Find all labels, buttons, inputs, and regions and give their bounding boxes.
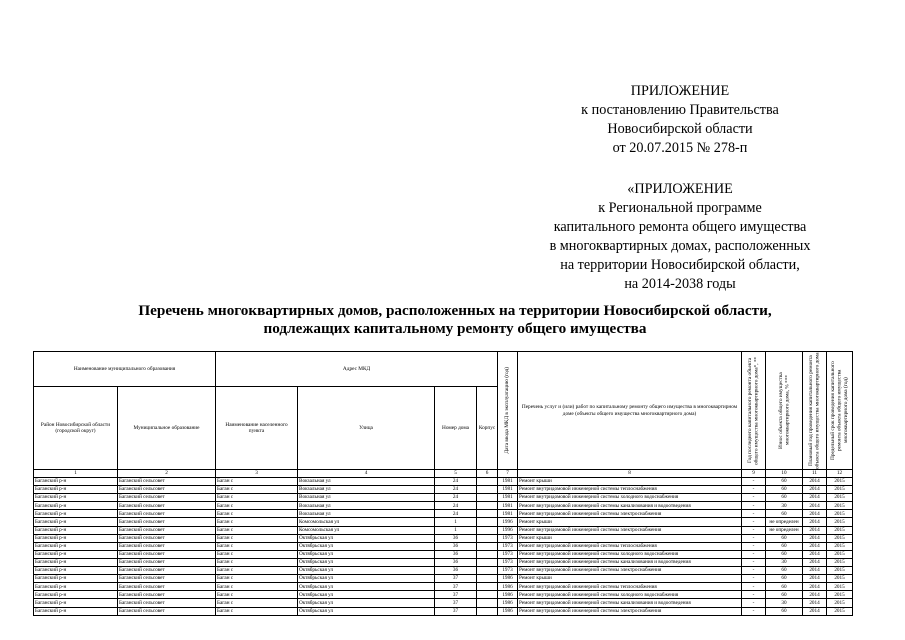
cell-house: 1 — [435, 518, 477, 526]
cell-settlement: Баган с — [216, 486, 298, 494]
cell-district: Баганский р-н — [34, 494, 118, 502]
cell-plan-year: 2014 — [803, 534, 827, 542]
column-number: 1 — [34, 470, 118, 478]
cell-wear: не определен — [766, 526, 803, 534]
header-mo: Муниципальное образование — [118, 387, 216, 470]
cell-house: 24 — [435, 494, 477, 502]
program-appendix-line: в многоквартирных домах, расположенных — [549, 238, 811, 254]
cell-house: 36 — [435, 542, 477, 550]
cell-plan-year: 2014 — [803, 575, 827, 583]
cell-deadline: 2015 — [827, 478, 853, 486]
cell-street: Вокзальная ул — [298, 486, 435, 494]
cell-last-repair: - — [742, 478, 766, 486]
cell-korpus — [477, 542, 498, 550]
table-row — [34, 567, 853, 575]
cell-service: Ремонт внутридомовой инженерной системы теплоснабжения — [518, 583, 742, 591]
cell-deadline: 2015 — [827, 558, 853, 566]
cell-service: Ремонт внутридомовой инженерной системы канализования и водоотведения — [518, 558, 742, 566]
cell-municipality: Баганский сельсовет — [118, 494, 216, 502]
cell-house: 37 — [435, 599, 477, 607]
cell-service: Ремонт крыши — [518, 478, 742, 486]
cell-last-repair: - — [742, 526, 766, 534]
cell-house: 37 — [435, 575, 477, 583]
program-appendix-line: на территории Новосибирской области, — [560, 257, 800, 273]
cell-plan-year: 2014 — [803, 583, 827, 591]
cell-last-repair: - — [742, 510, 766, 518]
cell-plan-year: 2014 — [803, 526, 827, 534]
cell-service: Ремонт внутридомовой инженерной системы холодного водоснабжения — [518, 494, 742, 502]
column-numbers-row — [34, 470, 853, 478]
cell-korpus — [477, 550, 498, 558]
cell-wear: 30 — [766, 599, 803, 607]
cell-plan-year: 2014 — [803, 599, 827, 607]
appendix-line: к постановлению Правительства — [581, 102, 779, 118]
cell-house: 24 — [435, 510, 477, 518]
header-settlement: Наименование населенного пункта — [216, 387, 298, 470]
cell-street: Октябрьская ул — [298, 607, 435, 615]
cell-korpus — [477, 558, 498, 566]
table-row — [34, 583, 853, 591]
cell-service: Ремонт внутридомовой инженерной системы электроснабжения — [518, 607, 742, 615]
document-title — [60, 302, 850, 338]
cell-korpus — [477, 526, 498, 534]
cell-settlement: Баган с — [216, 478, 298, 486]
cell-settlement: Баган с — [216, 583, 298, 591]
cell-settlement: Баган с — [216, 542, 298, 550]
column-number: 2 — [118, 470, 216, 478]
cell-house: 37 — [435, 607, 477, 615]
column-number: 6 — [477, 470, 498, 478]
cell-house: 36 — [435, 567, 477, 575]
header-street: Улица — [298, 387, 435, 470]
cell-district: Баганский р-н — [34, 583, 118, 591]
cell-plan-year: 2014 — [803, 518, 827, 526]
cell-wear: 60 — [766, 567, 803, 575]
cell-deadline: 2015 — [827, 486, 853, 494]
cell-district: Баганский р-н — [34, 542, 118, 550]
header-year-text: Дата ввода МКД в эксплуатацию (год) — [504, 367, 511, 454]
table-row — [34, 550, 853, 558]
table-row — [34, 575, 853, 583]
header-address-group: Адрес МКД — [216, 352, 498, 387]
cell-district: Баганский р-н — [34, 526, 118, 534]
cell-municipality: Баганский сельсовет — [118, 591, 216, 599]
header-house: Номер дома — [435, 387, 477, 470]
cell-korpus — [477, 518, 498, 526]
cell-municipality: Баганский сельсовет — [118, 599, 216, 607]
cell-district: Баганский р-н — [34, 575, 118, 583]
cell-street: Октябрьская ул — [298, 599, 435, 607]
cell-street: Вокзальная ул — [298, 478, 435, 486]
cell-year: 1986 — [498, 583, 518, 591]
appendix-line: Новосибирской области — [607, 121, 753, 137]
cell-settlement: Баган с — [216, 550, 298, 558]
cell-district: Баганский р-н — [34, 591, 118, 599]
table-row — [34, 558, 853, 566]
cell-deadline: 2015 — [827, 607, 853, 615]
cell-street: Октябрьская ул — [298, 567, 435, 575]
cell-deadline: 2015 — [827, 518, 853, 526]
cell-year: 1986 — [498, 599, 518, 607]
cell-korpus — [477, 478, 498, 486]
header-last-repair-text: Год последнего капитального ремонта объекта общего имущества многоквартирного дома*, ** — [747, 356, 760, 465]
cell-settlement: Баган с — [216, 526, 298, 534]
cell-deadline: 2015 — [827, 542, 853, 550]
cell-settlement: Баган с — [216, 607, 298, 615]
cell-service: Ремонт внутридомовой инженерной системы электроснабжения — [518, 510, 742, 518]
cell-plan-year: 2014 — [803, 607, 827, 615]
cell-street: Октябрьская ул — [298, 542, 435, 550]
cell-wear: 60 — [766, 575, 803, 583]
appendix-line: ПРИЛОЖЕНИЕ — [630, 83, 730, 99]
cell-korpus — [477, 502, 498, 510]
cell-korpus — [477, 575, 498, 583]
cell-service: Ремонт внутридомовой инженерной системы теплоснабжения — [518, 542, 742, 550]
cell-municipality: Баганский сельсовет — [118, 526, 216, 534]
cell-year: 1986 — [498, 575, 518, 583]
cell-plan-year: 2014 — [803, 558, 827, 566]
header-services: Перечень услуг и (или) работ по капитальному ремонту общего имущества в многоквартирном доме (объекты общего имущества многоквартирного дома) — [518, 352, 742, 470]
cell-year: 1973 — [498, 542, 518, 550]
cell-year: 1996 — [498, 526, 518, 534]
cell-service: Ремонт внутридомовой инженерной системы электроснабжения — [518, 526, 742, 534]
cell-house: 36 — [435, 534, 477, 542]
cell-last-repair: - — [742, 583, 766, 591]
cell-street: Октябрьская ул — [298, 591, 435, 599]
table-row — [34, 542, 853, 550]
header-korpus: Корпус — [477, 387, 498, 470]
cell-plan-year: 2014 — [803, 486, 827, 494]
cell-wear: 60 — [766, 510, 803, 518]
cell-house: 1 — [435, 526, 477, 534]
cell-last-repair: - — [742, 534, 766, 542]
cell-plan-year: 2014 — [803, 542, 827, 550]
cell-wear: 60 — [766, 550, 803, 558]
cell-wear: 60 — [766, 478, 803, 486]
cell-last-repair: - — [742, 599, 766, 607]
program-appendix-line: капитального ремонта общего имущества — [553, 219, 807, 235]
cell-settlement: Баган с — [216, 510, 298, 518]
title-line-1: Перечень многоквартирных домов, расположенных на территории Новосибирской области, — [138, 302, 772, 319]
cell-street: Комсомольская ул — [298, 518, 435, 526]
column-number: 5 — [435, 470, 477, 478]
cell-year: 1981 — [498, 502, 518, 510]
cell-municipality: Баганский сельсовет — [118, 550, 216, 558]
cell-district: Баганский р-н — [34, 567, 118, 575]
cell-korpus — [477, 599, 498, 607]
cell-street: Октябрьская ул — [298, 550, 435, 558]
cell-wear: 60 — [766, 583, 803, 591]
header-wear-text: Износ объекта общего имущества многоквартирного дома, % *** — [777, 372, 791, 449]
cell-municipality: Баганский сельсовет — [118, 510, 216, 518]
cell-district: Баганский р-н — [34, 550, 118, 558]
cell-district: Баганский р-н — [34, 510, 118, 518]
cell-municipality: Баганский сельсовет — [118, 607, 216, 615]
cell-street: Октябрьская ул — [298, 575, 435, 583]
table-body — [34, 478, 853, 616]
cell-wear: 60 — [766, 494, 803, 502]
cell-korpus — [477, 567, 498, 575]
table-row — [34, 599, 853, 607]
cell-deadline: 2015 — [827, 510, 853, 518]
cell-deadline: 2015 — [827, 583, 853, 591]
header-wear — [766, 352, 803, 470]
cell-plan-year: 2014 — [803, 550, 827, 558]
cell-municipality: Баганский сельсовет — [118, 558, 216, 566]
cell-last-repair: - — [742, 550, 766, 558]
table-row — [34, 518, 853, 526]
cell-year: 1973 — [498, 558, 518, 566]
cell-street: Октябрьская ул — [298, 558, 435, 566]
cell-deadline: 2015 — [827, 534, 853, 542]
cell-year: 1996 — [498, 518, 518, 526]
cell-settlement: Баган с — [216, 518, 298, 526]
cell-wear: 60 — [766, 542, 803, 550]
column-number: 8 — [518, 470, 742, 478]
cell-service: Ремонт внутридомовой инженерной системы канализования и водоотведения — [518, 502, 742, 510]
column-number: 11 — [803, 470, 827, 478]
cell-district: Баганский р-н — [34, 558, 118, 566]
cell-korpus — [477, 607, 498, 615]
cell-municipality: Баганский сельсовет — [118, 486, 216, 494]
cell-korpus — [477, 534, 498, 542]
cell-last-repair: - — [742, 486, 766, 494]
cell-municipality: Баганский сельсовет — [118, 518, 216, 526]
program-appendix-block — [520, 180, 840, 294]
cell-municipality: Баганский сельсовет — [118, 478, 216, 486]
column-number: 10 — [766, 470, 803, 478]
table-row — [34, 526, 853, 534]
table-row — [34, 510, 853, 518]
cell-district: Баганский р-н — [34, 607, 118, 615]
cell-street: Октябрьская ул — [298, 583, 435, 591]
cell-deadline: 2015 — [827, 502, 853, 510]
cell-deadline: 2015 — [827, 591, 853, 599]
header-plan-year — [803, 352, 827, 470]
cell-year: 1973 — [498, 550, 518, 558]
cell-municipality: Баганский сельсовет — [118, 575, 216, 583]
cell-settlement: Баган с — [216, 502, 298, 510]
cell-service: Ремонт внутридомовой инженерной системы теплоснабжения — [518, 486, 742, 494]
cell-plan-year: 2014 — [803, 478, 827, 486]
cell-service: Ремонт крыши — [518, 518, 742, 526]
cell-house: 36 — [435, 558, 477, 566]
column-number: 4 — [298, 470, 435, 478]
column-number: 12 — [827, 470, 853, 478]
cell-wear: 60 — [766, 534, 803, 542]
cell-year: 1973 — [498, 567, 518, 575]
cell-year: 1981 — [498, 478, 518, 486]
cell-last-repair: - — [742, 518, 766, 526]
cell-year: 1981 — [498, 486, 518, 494]
cell-service: Ремонт внутридомовой инженерной системы холодного водоснабжения — [518, 550, 742, 558]
cell-service: Ремонт крыши — [518, 575, 742, 583]
cell-wear: 30 — [766, 502, 803, 510]
cell-wear: 60 — [766, 607, 803, 615]
cell-korpus — [477, 510, 498, 518]
cell-street: Вокзальная ул — [298, 494, 435, 502]
program-appendix-line: к Региональной программе — [598, 200, 762, 216]
cell-last-repair: - — [742, 591, 766, 599]
header-plan-year-text: Плановый год проведения капитального ремонта объекта общего имущества многоквартирного дома — [808, 352, 821, 469]
cell-deadline: 2015 — [827, 599, 853, 607]
program-appendix-line: на 2014-2038 годы — [624, 276, 736, 292]
cell-settlement: Баган с — [216, 591, 298, 599]
cell-wear: 60 — [766, 591, 803, 599]
cell-district: Баганский р-н — [34, 534, 118, 542]
cell-house: 36 — [435, 550, 477, 558]
cell-settlement: Баган с — [216, 599, 298, 607]
cell-last-repair: - — [742, 542, 766, 550]
cell-street: Вокзальная ул — [298, 502, 435, 510]
cell-district: Баганский р-н — [34, 486, 118, 494]
cell-municipality: Баганский сельсовет — [118, 567, 216, 575]
cell-last-repair: - — [742, 607, 766, 615]
program-appendix-line: «ПРИЛОЖЕНИЕ — [627, 181, 733, 197]
cell-year: 1973 — [498, 534, 518, 542]
column-number: 3 — [216, 470, 298, 478]
cell-wear: 30 — [766, 558, 803, 566]
cell-service: Ремонт внутридомовой инженерной системы электроснабжения — [518, 567, 742, 575]
cell-korpus — [477, 591, 498, 599]
cell-service: Ремонт крыши — [518, 534, 742, 542]
cell-house: 24 — [435, 502, 477, 510]
cell-district: Баганский р-н — [34, 478, 118, 486]
table-row — [34, 494, 853, 502]
cell-wear: не определен — [766, 518, 803, 526]
cell-plan-year: 2014 — [803, 510, 827, 518]
header-district: Район Новосибирской области (городской округ) — [34, 387, 118, 470]
cell-street: Комсомольская ул — [298, 526, 435, 534]
cell-korpus — [477, 583, 498, 591]
cell-district: Баганский р-н — [34, 518, 118, 526]
table-row — [34, 502, 853, 510]
cell-plan-year: 2014 — [803, 494, 827, 502]
column-number: 7 — [498, 470, 518, 478]
table-row — [34, 486, 853, 494]
cell-house: 37 — [435, 583, 477, 591]
cell-house: 37 — [435, 591, 477, 599]
table-row — [34, 607, 853, 615]
cell-plan-year: 2014 — [803, 591, 827, 599]
header-municipality-group: Наименование муниципального образования — [34, 352, 216, 387]
cell-street: Вокзальная ул — [298, 510, 435, 518]
table-row — [34, 591, 853, 599]
cell-plan-year: 2014 — [803, 567, 827, 575]
buildings-table — [33, 351, 853, 616]
appendix-block — [560, 82, 800, 158]
column-number: 9 — [742, 470, 766, 478]
cell-deadline: 2015 — [827, 567, 853, 575]
header-last-repair — [742, 352, 766, 470]
cell-korpus — [477, 494, 498, 502]
cell-deadline: 2015 — [827, 575, 853, 583]
cell-house: 24 — [435, 478, 477, 486]
cell-municipality: Баганский сельсовет — [118, 583, 216, 591]
cell-last-repair: - — [742, 502, 766, 510]
cell-service: Ремонт внутридомовой инженерной системы канализования и водоотведения — [518, 599, 742, 607]
cell-year: 1986 — [498, 591, 518, 599]
cell-deadline: 2015 — [827, 550, 853, 558]
cell-settlement: Баган с — [216, 575, 298, 583]
header-deadline — [827, 352, 853, 470]
cell-service: Ремонт внутридомовой инженерной системы холодного водоснабжения — [518, 591, 742, 599]
cell-plan-year: 2014 — [803, 502, 827, 510]
table-row — [34, 478, 853, 486]
cell-street: Октябрьская ул — [298, 534, 435, 542]
header-year — [498, 352, 518, 470]
cell-settlement: Баган с — [216, 534, 298, 542]
cell-last-repair: - — [742, 575, 766, 583]
cell-municipality: Баганский сельсовет — [118, 534, 216, 542]
cell-district: Баганский р-н — [34, 502, 118, 510]
cell-settlement: Баган с — [216, 494, 298, 502]
cell-korpus — [477, 486, 498, 494]
title-line-2: подлежащих капитальному ремонту общего имущества — [263, 320, 647, 337]
cell-year: 1981 — [498, 510, 518, 518]
cell-settlement: Баган с — [216, 558, 298, 566]
appendix-line: от 20.07.2015 № 278-п — [612, 140, 748, 156]
cell-last-repair: - — [742, 567, 766, 575]
cell-deadline: 2015 — [827, 494, 853, 502]
cell-wear: 60 — [766, 486, 803, 494]
table-row — [34, 534, 853, 542]
cell-municipality: Баганский сельсовет — [118, 502, 216, 510]
cell-house: 24 — [435, 486, 477, 494]
cell-last-repair: - — [742, 558, 766, 566]
cell-deadline: 2015 — [827, 526, 853, 534]
header-deadline-text: Предельный срок проведения капитального ремонта объекта общего имущества многоквартирного дома (год) — [829, 361, 849, 460]
cell-last-repair: - — [742, 494, 766, 502]
cell-settlement: Баган с — [216, 567, 298, 575]
cell-municipality: Баганский сельсовет — [118, 542, 216, 550]
cell-year: 1986 — [498, 607, 518, 615]
cell-district: Баганский р-н — [34, 599, 118, 607]
cell-year: 1981 — [498, 494, 518, 502]
